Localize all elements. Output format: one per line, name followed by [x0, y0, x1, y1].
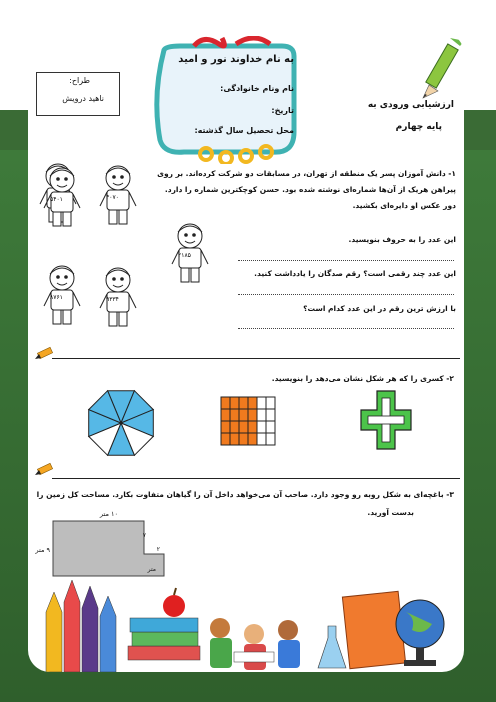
prev-school-label: محل تحصیل سال گذشته: — [194, 126, 294, 135]
octagon-fraction-shape — [86, 388, 156, 458]
small-pencil-icon — [34, 460, 56, 478]
small-top-label: ۷ — [142, 532, 146, 539]
q1-sub1: این عدد را به حروف بنویسید. — [348, 235, 456, 244]
q1-line3: دور عکس او دایره‌ای بکشید. — [352, 201, 456, 210]
q1-line1: ۱- دانش آموزان پسر یک منطقه از تهران، در مسابقات دو شرکت کرده‌اند. بر روی — [157, 169, 456, 178]
basmala: به نام خداوند نور و امید — [178, 54, 294, 65]
orange-book — [342, 591, 405, 668]
pencil-icon — [420, 38, 464, 104]
small-pencil-icon — [34, 344, 56, 362]
small-unit-label: متر — [147, 566, 156, 573]
jersey-number: ۲۱۸۵ — [178, 252, 191, 259]
section-divider — [52, 358, 460, 359]
reading-kids — [210, 618, 300, 670]
title-line1: ارزشیابی ورودی به — [367, 100, 454, 110]
books-stack — [128, 588, 200, 660]
answer-line[interactable] — [238, 328, 454, 329]
jersey-number: ۸۷۶۱ — [50, 294, 63, 301]
date-field-label: تاریخ: — [271, 106, 294, 115]
section-divider — [52, 478, 460, 479]
q1-line2: پیراهن هریک از آن‌ها شماره‌ای نوشته شده بود. حسن کوچکترین شماره را دارد. — [164, 185, 456, 194]
colored-pencils — [46, 580, 116, 672]
flask — [318, 626, 346, 668]
q1-sub3: با ارزش ترین رقم در این عدد کدام است؟ — [303, 304, 456, 313]
jersey-number: ۵۴۰۱ — [50, 196, 63, 203]
title-line2: پایه چهارم — [395, 122, 442, 132]
q2-text: ۲- کسری را که هر شکل نشان می‌دهد را بنویسید. — [271, 374, 454, 383]
designer-label: طراح: — [69, 76, 90, 85]
bars-fraction-shape — [220, 396, 276, 446]
jersey-number: ۳۰۷۰ — [106, 194, 119, 201]
q3-line1: ۳- باغچه‌ای به شکل روبه رو وجود دارد. صاحب آن می‌خواهد داخل آن را گیاهان متفاوت بکارد. مساحت کل زمین را — [36, 490, 454, 499]
designer-name: ناهید درویش — [62, 94, 104, 103]
worksheet-page — [28, 32, 464, 672]
answer-line[interactable] — [238, 260, 454, 261]
garden-width-label: ۱۰ متر — [99, 510, 118, 518]
q1-sub2: این عدد چند رقمی است؟ رقم صدگان را یادداشت کنید. — [254, 269, 456, 278]
answer-line[interactable] — [238, 294, 454, 295]
jersey-number: ۹۳۳۴ — [106, 296, 119, 303]
q3-line2: بدست آورید. — [367, 508, 414, 517]
name-field-label: نام ونام خانوادگی: — [220, 84, 294, 93]
small-side-label: ۲ — [156, 546, 160, 553]
garden-height-label: ۹ متر — [35, 546, 50, 554]
cross-fraction-shape — [360, 390, 412, 450]
school-supplies-illustration — [28, 572, 464, 672]
